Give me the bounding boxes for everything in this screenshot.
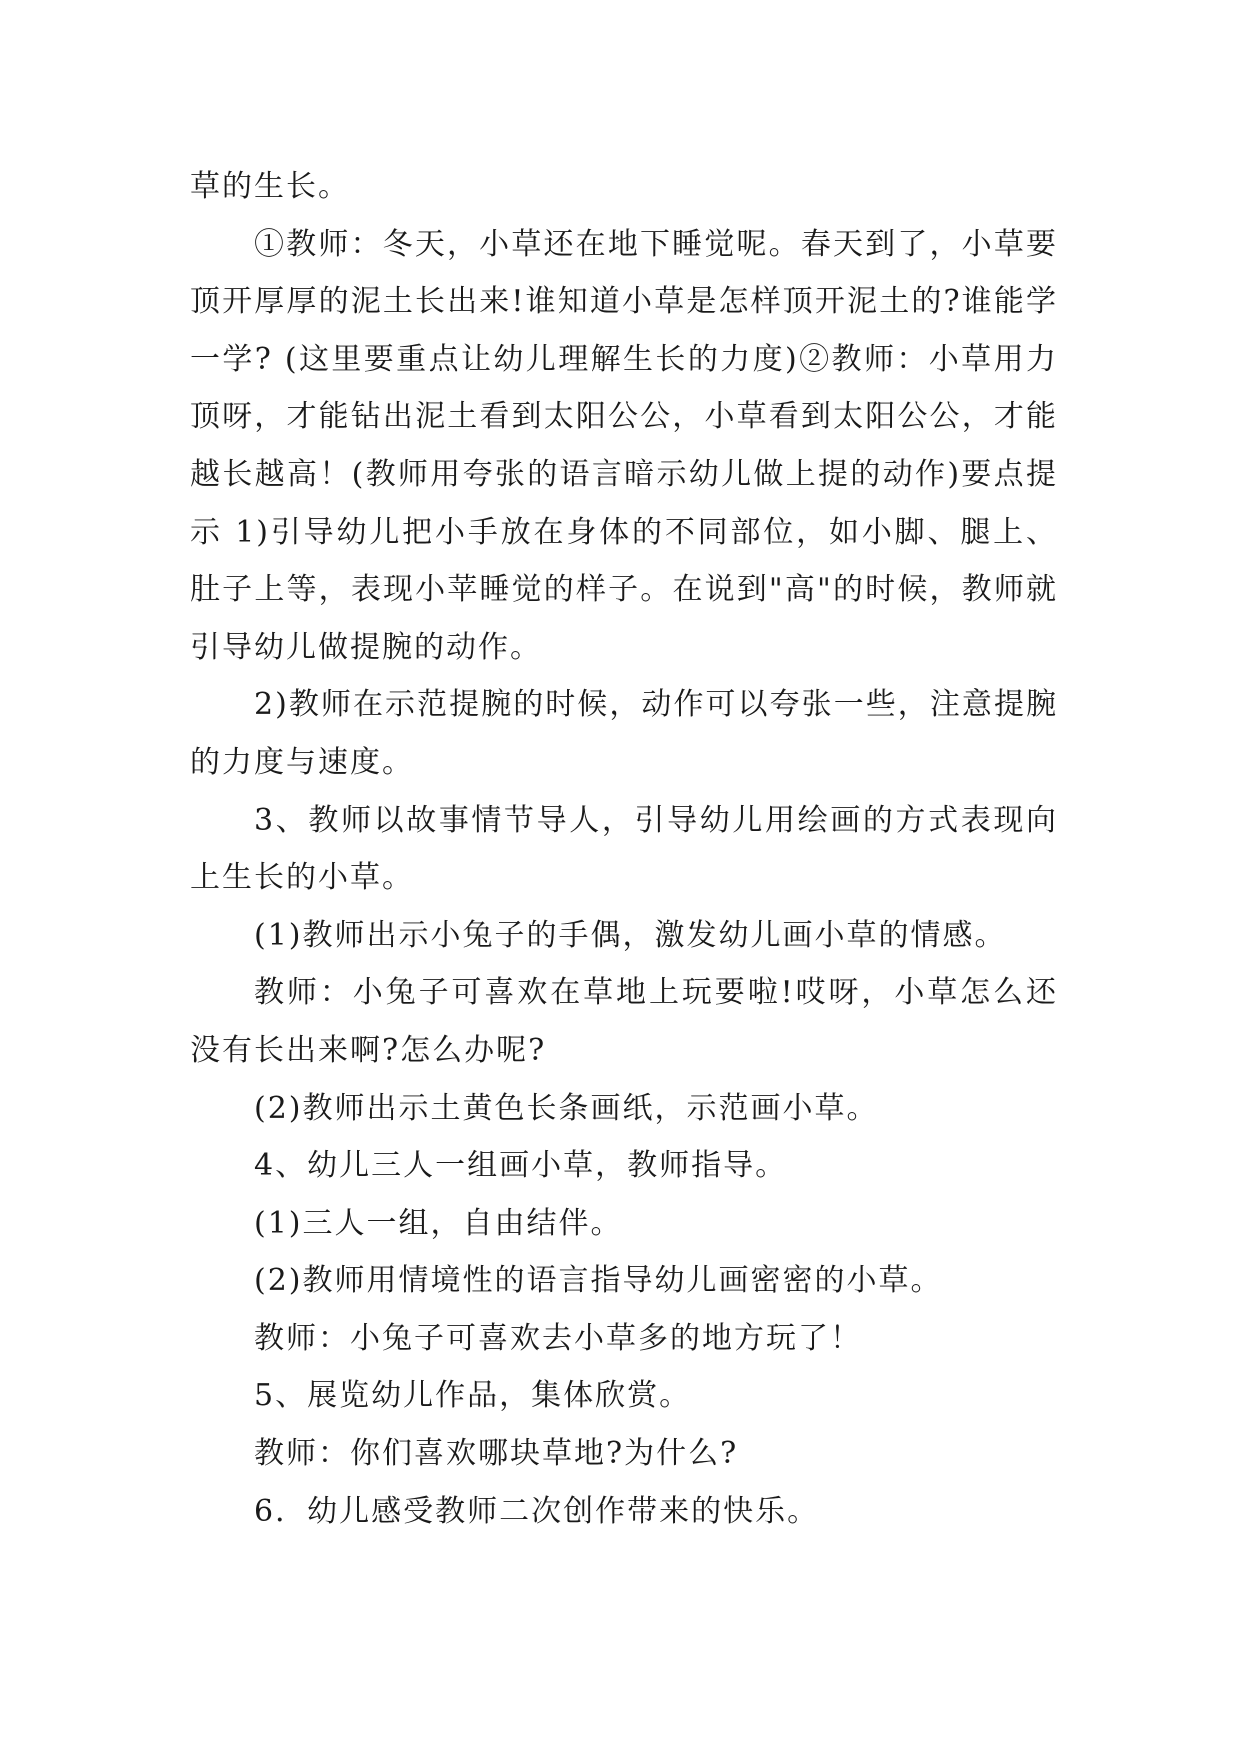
- paragraph-11: 教师：小兔子可喜欢去小草多的地方玩了！: [254, 1320, 862, 1356]
- paragraph-10: (2)教师用情境性的语言指导幼儿画密密的小草。: [254, 1263, 943, 1299]
- paragraph-4: 3、教师以故事情节导人，引导幼儿用绘画的方式表现向上生长的小草。: [190, 802, 1058, 896]
- paragraph-13: 教师：你们喜欢哪块草地?为什么?: [254, 1436, 739, 1472]
- paragraph-9: (1)三人一组，自由结伴。: [254, 1205, 623, 1241]
- paragraph-8: 4、幼儿三人一组画小草，教师指导。: [254, 1148, 788, 1184]
- paragraph-12: 5、展览幼儿作品，集体欣赏。: [254, 1378, 692, 1414]
- paragraph-5: (1)教师出示小兔子的手偶，激发幼儿画小草的情感。: [254, 917, 1007, 953]
- paragraph-7: (2)教师出示土黄色长条画纸，示范画小草。: [254, 1090, 879, 1126]
- document-body: [190, 158, 1058, 1540]
- paragraph-1: 草的生长。: [190, 169, 350, 204]
- paragraph-6: 教师：小兔子可喜欢在草地上玩要啦!哎呀，小草怎么还没有长出来啊?怎么办呢?: [190, 975, 1058, 1068]
- paragraph-3: 2)教师在示范提腕的时候，动作可以夸张一些，注意提腕的力度与速度。: [190, 687, 1058, 780]
- paragraph-14: 6．幼儿感受教师二次创作带来的快乐。: [254, 1493, 820, 1529]
- paragraph-2: ①教师：冬天，小草还在地下睡觉呢。春天到了，小草要顶开厚厚的泥土长出来!谁知道小草是怎样顶开泥土的?谁能学一学? (这里要重点让幼儿理解生长的力度)②教师：小草用力顶呀，才能钻出泥土看到太阳公公，小草看到太阳公公，才能越长越高！(教师用夸张的语言暗示幼儿做上提的动作)要点提示 1)引导幼儿把小手放在身体的不同部位，如小脚、腿上、肚子上等，表现小苹睡觉的样子。在说到"高"的时候，教师就引导幼儿做提腕的动作。: [190, 226, 1058, 665]
